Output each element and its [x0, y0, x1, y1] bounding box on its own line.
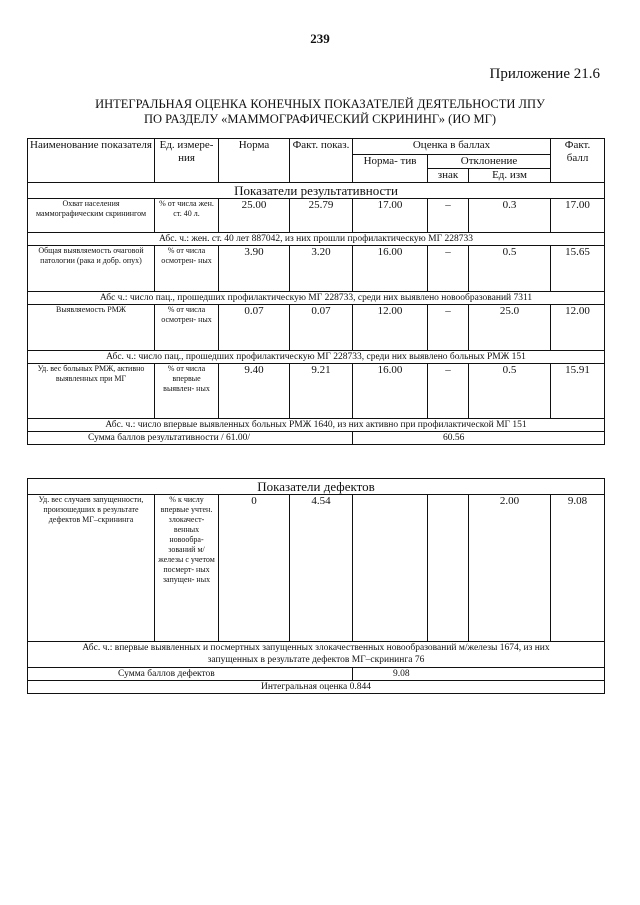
row-fact: 3.20: [290, 246, 353, 292]
row-fact: 9.21: [290, 364, 353, 419]
header-sign: знак: [428, 169, 469, 183]
row-score: 12.00: [551, 305, 605, 351]
header-fact: Факт. показ.: [290, 139, 353, 183]
sum-defects-value: 9.08: [353, 668, 605, 681]
row-unit: % от числа жен. ст. 40 л.: [155, 199, 219, 233]
row-sign: –: [428, 246, 469, 292]
row-score: 17.00: [551, 199, 605, 233]
row-deviation: 0.3: [469, 199, 551, 233]
table-row: [28, 246, 605, 292]
page-number: 239: [310, 31, 330, 46]
row-norm: 3.90: [219, 246, 290, 292]
section-defects-title: Показатели дефектов: [28, 479, 605, 495]
row-absolute: Абс. ч.: число впервые выявленных больных РМЖ 1640, из них активно при профилактической МГ 151: [28, 419, 605, 432]
row-name: Выявляемость РМЖ: [28, 305, 155, 351]
absolute-line-1: Абс. ч.: впервые выявленных и посмертных запущенных злокачественных новообразований м/железы 1674, из них: [82, 643, 550, 653]
row-unit: % от числа осмотрен- ных: [155, 305, 219, 351]
row-unit: % от числа впервые выявлен- ных: [155, 364, 219, 419]
row-score: 15.65: [551, 246, 605, 292]
row-normative: 16.00: [353, 246, 428, 292]
header-normative: Норма- тив: [353, 155, 428, 183]
row-absolute: Абс. ч.: число пац., прошедших профилактическую МГ 228733, среди них выявлено больных РМЖ 151: [28, 351, 605, 364]
header-deviation: Отклонение: [428, 155, 551, 169]
row-norm: 0: [219, 495, 290, 642]
row-sign: –: [428, 364, 469, 419]
row-deviation: 0.5: [469, 246, 551, 292]
defects-table: [27, 478, 605, 694]
header-fact-score: Факт. балл: [551, 139, 605, 183]
row-score: 15.91: [551, 364, 605, 419]
row-fact: 0.07: [290, 305, 353, 351]
row-sign: [428, 495, 469, 642]
row-deviation: 0.5: [469, 364, 551, 419]
header-unit: Ед. измере- ния: [155, 139, 219, 183]
row-absolute: Абс ч.: число пац., прошедших профилактическую МГ 228733, среди них выявлено новообразований 7311: [28, 292, 605, 305]
header-norm: Норма: [219, 139, 290, 183]
row-name: Уд. вес случаев запущенности, произошедших в результате дефектов МГ–скрининга: [28, 495, 155, 642]
row-normative: 16.00: [353, 364, 428, 419]
appendix-label: Приложение 21.6: [489, 66, 600, 82]
absolute-line-2: запущенных в результате дефектов МГ–скрининга 76: [207, 655, 425, 665]
document-title-line-2: ПО РАЗДЕЛУ «МАММОГРАФИЧЕСКИЙ СКРИНИНГ» (ИО МГ): [143, 112, 497, 126]
row-sign: –: [428, 305, 469, 351]
row-normative: 12.00: [353, 305, 428, 351]
row-norm: 9.40: [219, 364, 290, 419]
row-fact: 4.54: [290, 495, 353, 642]
row-deviation: 2.00: [469, 495, 551, 642]
header-unit-measure: Ед. изм: [469, 169, 551, 183]
row-name: Охват населения маммографическим скринингом: [28, 199, 155, 233]
row-normative: [353, 495, 428, 642]
section-results-title: Показатели результативности: [28, 183, 605, 199]
table-row: [28, 305, 605, 351]
row-norm: 25.00: [219, 199, 290, 233]
header-name: Наименование показателя: [28, 139, 155, 183]
row-absolute: [28, 642, 605, 668]
row-unit: % к числу впервые учтен. злокачест- венных новообра- зований м/железы с учетом посмерт- ных запущен- ных: [155, 495, 219, 642]
sum-results-value: 60.56: [353, 432, 605, 445]
row-name: Уд. вес больных РМЖ, активно выявленных при МГ: [28, 364, 155, 419]
row-norm: 0.07: [219, 305, 290, 351]
header-score-group: Оценка в баллах: [353, 139, 551, 155]
row-score: 9.08: [551, 495, 605, 642]
row-sign: –: [428, 199, 469, 233]
row-fact: 25.79: [290, 199, 353, 233]
table-row: [28, 364, 605, 419]
row-normative: 17.00: [353, 199, 428, 233]
row-name: Общая выявляемость очаговой патологии (рака и добр. опух): [28, 246, 155, 292]
row-absolute: Абс. ч.: жен. ст. 40 лет 887042, из них прошли профилактическую МГ 228733: [28, 233, 605, 246]
row-deviation: 25.0: [469, 305, 551, 351]
table-row: [28, 199, 605, 233]
results-table: [27, 138, 605, 445]
table-row: [28, 495, 605, 642]
integral-score: Интегральная оценка 0.844: [28, 681, 605, 694]
document-title-line-1: ИНТЕГРАЛЬНАЯ ОЦЕНКА КОНЕЧНЫХ ПОКАЗАТЕЛЕЙ ДЕЯТЕЛЬНОСТИ ЛПУ: [95, 97, 545, 111]
sum-defects-label: Сумма баллов дефектов: [28, 668, 353, 681]
row-unit: % от числа осмотрен- ных: [155, 246, 219, 292]
sum-results-label: Сумма баллов результативности / 61.00/: [28, 432, 353, 445]
